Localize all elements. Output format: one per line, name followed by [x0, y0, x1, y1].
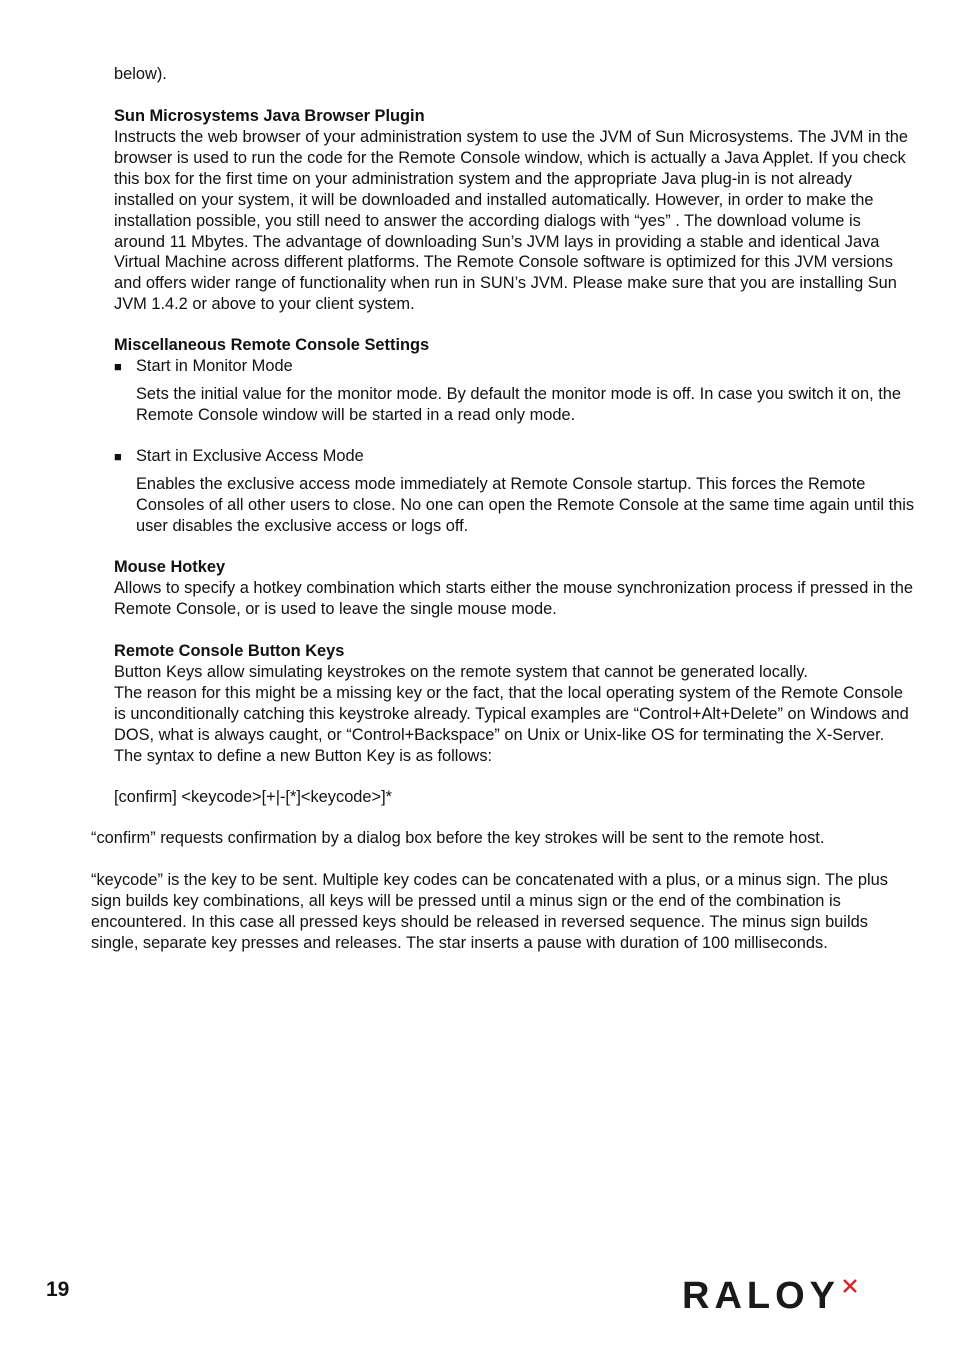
logo-wordmark: RALOY	[682, 1276, 840, 1314]
sun-plugin-heading: Sun Microsystems Java Browser Plugin	[114, 107, 425, 125]
button-keys-heading: Remote Console Button Keys	[114, 642, 345, 660]
bullet-item-exclusive-access	[114, 446, 914, 468]
button-keys-paragraph: The reason for this might be a missing key or the fact, that the local operating system of the Remote Console is unconditionally catching this keystroke already. Typical examples are “Control+Alt+Delete” on Windows and DOS, what is always caught, or “Control+Backspace” on Unix or Unix-like OS for terminating the X-Server. The syntax to define a new Button Key is as follows:	[114, 684, 909, 765]
keycode-note: “keycode” is the key to be sent. Multiple key codes can be concatenated with a plus, or a minus sign. The plus sign builds key combinations, all keys will be pressed until a minus sign or the end of the combination is encountered. In this case all pressed keys should be released in reversed sequence. The minus sign builds single, separate key presses and releases. The star inserts a pause with duration of 100 milliseconds.	[91, 871, 888, 952]
sun-plugin-paragraph: Instructs the web browser of your administration system to use the JVM of Sun Microsystems. The JVM in the browser is used to run the code for the Remote Console window, which is actually a Java Applet. If you check this box for the first time on your administration system and the appropriate Java plug-in is not already installed on your system, it will be downloaded and installed automatically. However, in order to make the installation possible, you still need to answer the according dialogs with “yes” . The download volume is around 11 Mbytes. The advantage of downloading Sun’s JVM lays in providing a stable and identical Java Virtual Machine across different platforms. The Remote Console software is optimized for this JVM versions and offers wider range of functionality when run in SUN’s JVM. Please make sure that you are installing Sun JVM 1.4.2 or above to your client system.	[114, 128, 909, 314]
misc-settings-heading: Miscellaneous Remote Console Settings	[114, 336, 430, 354]
bullet-label: Start in Exclusive Access Mode	[136, 447, 364, 465]
page-number: 19	[46, 1278, 70, 1301]
mouse-hotkey-paragraph: Allows to specify a hotkey combination which starts either the mouse synchronization process if pressed in the Remote Console, or is used to leave the single mouse mode.	[114, 579, 913, 618]
square-bullet-icon: ■	[114, 359, 122, 374]
exclusive-access-description: Enables the exclusive access mode immediately at Remote Console startup. This forces the Remote Consoles of all other users to close. No one can open the Remote Console at the same time again until this user disables the exclusive access or logs off.	[136, 475, 915, 535]
square-bullet-icon: ■	[114, 449, 122, 464]
raloy-logo	[680, 1276, 910, 1314]
button-key-syntax: [confirm] <keycode>[+|-[*]<keycode>]*	[114, 788, 393, 806]
confirm-note: “confirm” requests confirmation by a dialog box before the key strokes will be sent to the remote host.	[91, 829, 825, 847]
button-keys-intro-line: Button Keys allow simulating keystrokes on the remote system that cannot be generated locally.	[114, 663, 808, 681]
bullet-item-monitor-mode	[114, 356, 914, 378]
bullet-label: Start in Monitor Mode	[136, 357, 293, 375]
monitor-mode-description: Sets the initial value for the monitor mode. By default the monitor mode is off. In case you switch it on, the Remote Console window will be started in a read only mode.	[136, 385, 901, 424]
mouse-hotkey-heading: Mouse Hotkey	[114, 558, 226, 576]
logo-accent-mark	[844, 1280, 856, 1292]
intro-tail-text: below).	[114, 65, 167, 83]
